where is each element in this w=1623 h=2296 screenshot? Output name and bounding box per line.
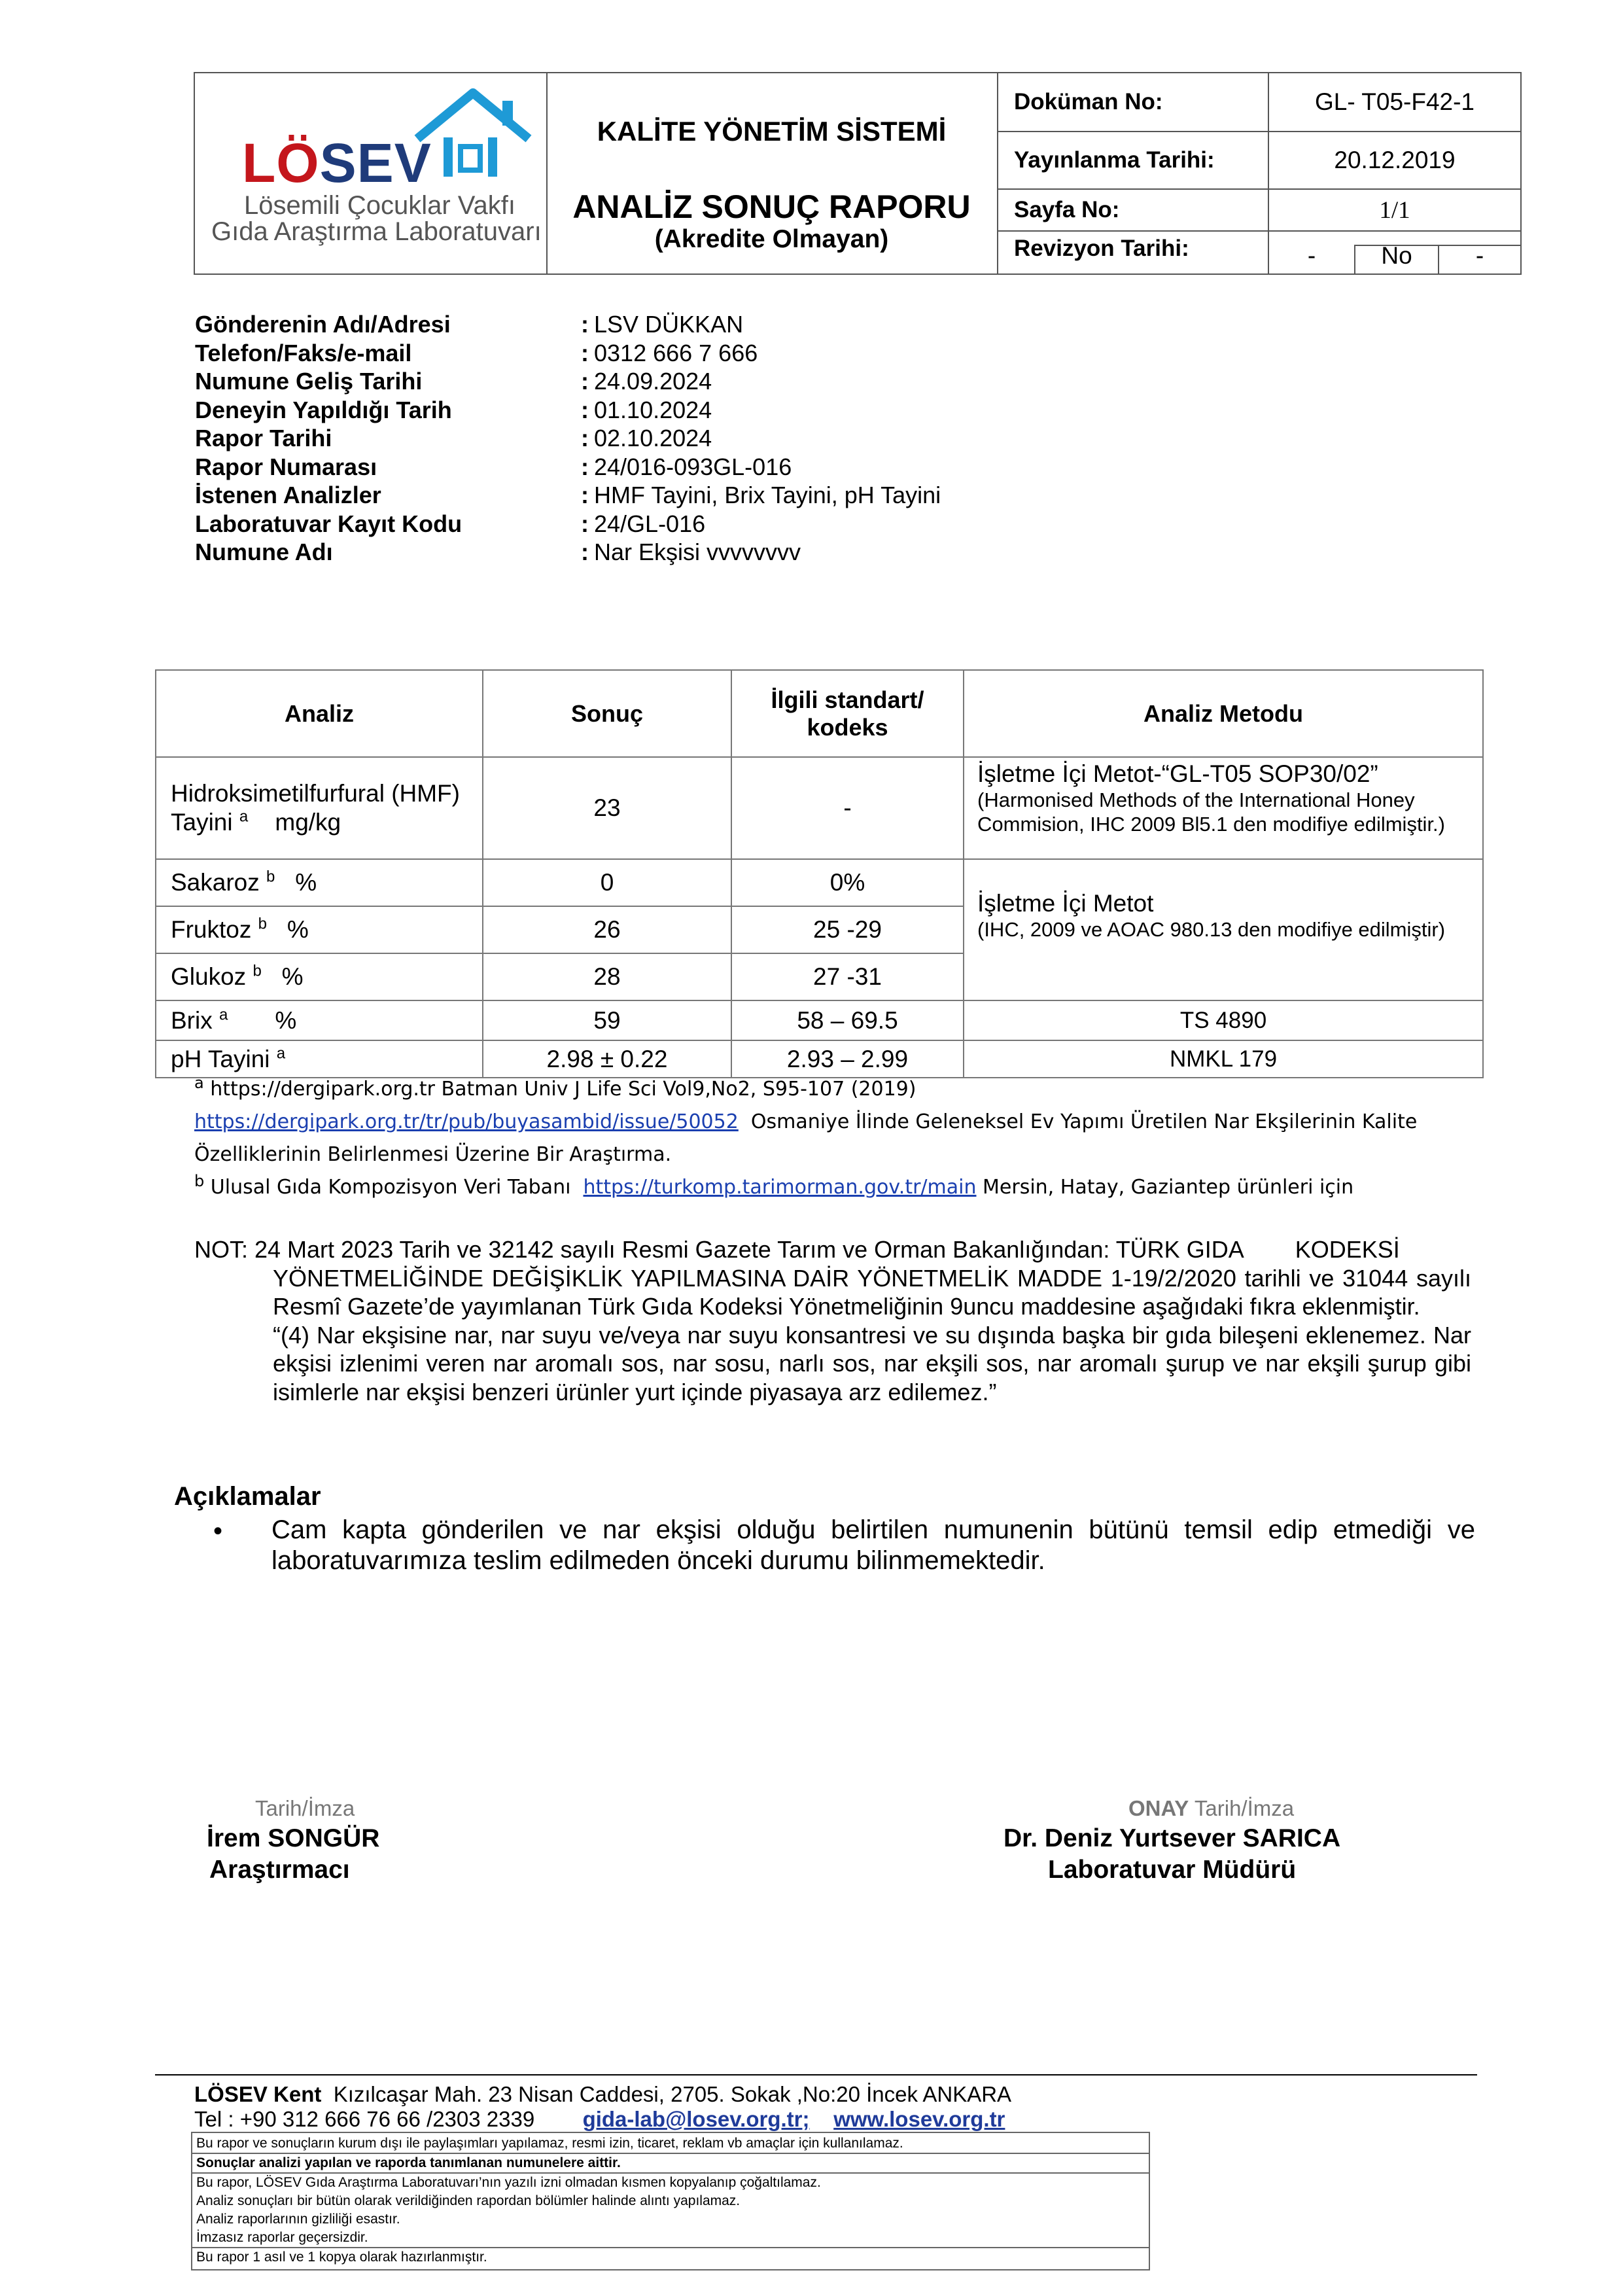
info-key: Rapor Numarası <box>195 453 377 480</box>
disclaimer-line: Bu rapor ve sonuçların kurum dışı ile paylaşımları yapılamaz, resmi izin, ticaret, reklam vb amaçlar için kullanılamaz. <box>196 2136 903 2151</box>
header-titles <box>546 73 998 274</box>
logo-subtitle-foundation: Lösemili Çocuklar Vakfı <box>244 191 515 220</box>
disclaimer-line: İmzasız raporlar geçersizdir. <box>196 2230 368 2245</box>
info-value: Nar Ekşisi vvvvvvvv <box>594 539 801 565</box>
pub-date-value: 20.12.2019 <box>1334 147 1456 173</box>
info-row <box>195 310 941 339</box>
disclaimer-line: Bu rapor, LÖSEV Gıda Araştırma Laboratuvarı’nın yazılı izni olmadan kısmen kopyalanıp çoğaltılamaz. <box>192 2172 1149 2192</box>
info-value: LSV DÜKKAN <box>594 311 744 338</box>
result-brix: 59 <box>483 1000 731 1040</box>
header-analiz: Analiz <box>156 670 483 757</box>
note-paragraph-1: YÖNETMELİĞİNDE DEĞİŞİKLİK YAPILMASINA DAİR YÖNETMELİK MADDE 1-19/2/2020 tarihli ve 31044 sayılı Resmî Gazete’de yayımlanan Türk Gıda Kodeksi Yönetmeliğinin 9uncu maddesine aşağıdaki fıkra eklenmiştir. <box>273 1264 1471 1320</box>
info-key: İstenen Analizler <box>195 482 381 508</box>
info-value: 02.10.2024 <box>594 425 712 451</box>
std-fruktoz: 25 -29 <box>731 906 964 953</box>
analiz-ph: pH Tayini $^a$ <box>156 1040 483 1078</box>
method-hmf: İşletme İçi Metot-“GL-T05 SOP30/02” (Harmonised Methods of the International Honey Commision, IHC 2009 Bl5.1 den modifiye edilmiştir.) <box>964 757 1483 859</box>
revision-label: Revizyon Tarihi: <box>997 232 1269 274</box>
info-value: 24.09.2024 <box>594 368 712 395</box>
table-row <box>156 1040 1483 1078</box>
info-colon: : <box>581 425 589 451</box>
header-sonuc: Sonuç <box>483 670 731 757</box>
right-signature-title: Laboratuvar Müdürü <box>1048 1856 1297 1884</box>
info-value: 01.10.2024 <box>594 396 712 423</box>
info-key: Gönderenin Adı/Adresi <box>195 311 451 338</box>
doc-no-row <box>997 73 1520 132</box>
method-ph: NMKL 179 <box>964 1040 1483 1078</box>
losev-logo <box>195 73 548 274</box>
footnote-a-link-line: https://dergipark.org.tr/tr/pub/buyasambid/issue/50052 Osmaniye İlinde Geleneksel Ev Yapımı Üretilen Nar Ekşilerinin Kalite <box>194 1110 1418 1133</box>
disclaimer-line: Analiz sonuçları bir bütün olarak verildiğinden rapordan bölümler halinde alıntı yapılamaz. <box>196 2193 741 2208</box>
std-ph: 2.93 – 2.99 <box>731 1040 964 1078</box>
footnote-b: $^b$ Ulusal Gıda Kompozisyon Veri Tabanı https://turkomp.tarimorman.gov.tr/main Mersin, Hatay, Gaziantep ürünleri için <box>194 1172 1354 1199</box>
info-colon: : <box>581 311 589 338</box>
page-no-value: 1/1 <box>1379 196 1410 224</box>
sample-info-block <box>195 310 941 567</box>
info-colon: : <box>581 539 589 565</box>
info-key: Laboratuvar Kayıt Kodu <box>195 510 462 537</box>
document-header <box>194 72 1522 275</box>
method-sugars: İşletme İçi Metot (IHC, 2009 ve AOAC 980.13 den modifiye edilmiştir) <box>964 859 1483 1000</box>
info-row <box>195 453 941 482</box>
header-metod: Analiz Metodu <box>964 670 1483 757</box>
email-link[interactable]: gida-lab@losev.org.tr; <box>582 2107 810 2131</box>
info-colon: : <box>581 368 589 395</box>
info-row <box>195 510 941 539</box>
info-value: 24/016-093GL-016 <box>594 453 792 480</box>
doc-no-value: GL- T05-F42-1 <box>1314 88 1475 115</box>
revision-cell-2: No <box>1354 245 1438 274</box>
footer-address: LÖSEV Kent Kızılcaşar Mah. 23 Nisan Caddesi, 2705. Sokak ,No:20 İncek ANKARA Tel : +90 312 666 76 66 /2303 2339 gida-lab@losev.org.tr; www.losev.org.tr <box>194 2082 1012 2131</box>
left-signature-caption: Tarih/İmza <box>255 1796 355 1820</box>
disclaimer-line: Bu rapor 1 asıl ve 1 kopya olarak hazırlanmıştır. <box>192 2247 1149 2267</box>
system-title: KALİTE YÖNETİM SİSTEMİ <box>597 116 947 147</box>
info-value: 0312 666 7 666 <box>594 339 758 366</box>
turkomp-link[interactable]: https://turkomp.tarimorman.gov.tr/main <box>583 1176 977 1199</box>
std-sakaroz: 0% <box>731 859 964 906</box>
report-title: ANALİZ SONUÇ RAPORU <box>572 188 971 225</box>
page-no-label: Sayfa No: <box>997 190 1269 230</box>
info-row <box>195 481 941 510</box>
result-glukoz: 28 <box>483 953 731 1000</box>
footnote-a-cont: Özelliklerinin Belirlenmesi Üzerine Bir Araştırma. <box>194 1143 672 1166</box>
footer-divider <box>155 2074 1477 2075</box>
revision-cell-1: - <box>1307 242 1316 269</box>
results-table <box>155 669 1484 1078</box>
info-key: Numune Adı <box>195 539 333 565</box>
table-row <box>156 859 1483 906</box>
analiz-sakaroz: Sakaroz $^b$ % <box>156 859 483 906</box>
aciklamalar-heading: Açıklamalar <box>174 1482 321 1511</box>
document-control-grid <box>997 73 1520 274</box>
info-key: Numune Geliş Tarihi <box>195 368 423 395</box>
doc-no-label: Doküman No: <box>997 73 1269 131</box>
info-key: Rapor Tarihi <box>195 425 332 451</box>
table-row <box>156 1000 1483 1040</box>
result-sakaroz: 0 <box>483 859 731 906</box>
note-paragraph-2: “(4) Nar ekşisine nar, nar suyu ve/veya nar suyu konsantresi ve su dışında başka bir gıda bileşeni eklenemez. Nar ekşisi izlenimi veren nar aromalı sos, nar sosu, narlı sos, nar ekşili sos, nar aromalı şurup ve nar ekşili şurup gibi isimlerle nar ekşisi benzeri ürünler yurt içinde piyasaya arz edilemez.” <box>273 1321 1471 1405</box>
right-signature-name: Dr. Deniz Yurtsever SARICA <box>1003 1824 1341 1852</box>
footnote-a: $^a$ https://dergipark.org.tr Batman Univ J Life Sci Vol9,No2, S95-107 (2019) <box>194 1074 916 1101</box>
pub-date-row <box>997 132 1520 190</box>
info-value: 24/GL-016 <box>594 510 706 537</box>
info-colon: : <box>581 482 589 508</box>
analiz-hmf: Hidroksimetilfurfural (HMF) Tayini $^a$ mg/kg <box>156 757 483 859</box>
result-ph: 2.98 ± 0.22 <box>483 1040 731 1078</box>
std-brix: 58 – 69.5 <box>731 1000 964 1040</box>
right-signature-caption: ONAY Tarih/İmza <box>1128 1796 1295 1820</box>
note-heading-line: NOT: 24 Mart 2023 Tarih ve 32142 sayılı Resmi Gazete Tarım ve Orman Bakanlığından: TÜRK GIDA KODEKSİ <box>194 1236 1400 1263</box>
disclaimer-line: Analiz raporlarının gizliliği esastır. <box>196 2212 400 2227</box>
std-glukoz: 27 -31 <box>731 953 964 1000</box>
left-signature-name: İrem SONGÜR <box>207 1824 380 1852</box>
result-fruktoz: 26 <box>483 906 731 953</box>
logo-subtitle-lab: Gıda Araştırma Laboratuvarı <box>211 217 542 246</box>
revision-row <box>997 232 1520 274</box>
disclaimer-box <box>191 2132 1150 2270</box>
result-hmf: 23 <box>483 757 731 859</box>
website-link[interactable]: www.losev.org.tr <box>833 2107 1005 2131</box>
table-row <box>156 757 1483 859</box>
left-signature-title: Araştırmacı <box>209 1856 350 1884</box>
aciklamalar-text: Cam kapta gönderilen ve nar ekşisi olduğu belirtilen numunenin bütünü temsil edip etmediği ve laboratuvarımıza teslim edilmeden önceki durumu bilinmemektedir. <box>271 1515 1475 1575</box>
header-standart: İlgili standart/ kodeks <box>731 670 964 757</box>
info-row <box>195 367 941 396</box>
method-brix: TS 4890 <box>964 1000 1483 1040</box>
analiz-glukoz: Glukoz $^b$ % <box>156 953 483 1000</box>
disclaimer-line: Sonuçlar analizi yapılan ve raporda tanımlanan numunelere aittir. <box>192 2153 1149 2172</box>
info-colon: : <box>581 510 589 537</box>
report-subtitle: (Akredite Olmayan) <box>654 225 889 253</box>
info-key: Deneyin Yapıldığı Tarih <box>195 396 452 423</box>
info-row <box>195 339 941 368</box>
info-row <box>195 424 941 453</box>
table-header-row <box>156 670 1483 757</box>
info-colon: : <box>581 339 589 366</box>
info-row <box>195 538 941 567</box>
regulation-note <box>194 1235 1471 1406</box>
pub-date-label: Yayınlanma Tarihi: <box>997 132 1269 188</box>
analiz-fruktoz: Fruktoz $^b$ % <box>156 906 483 953</box>
info-key: Telefon/Faks/e-mail <box>195 339 412 366</box>
analiz-brix: Brix $^a$ % <box>156 1000 483 1040</box>
info-colon: : <box>581 453 589 480</box>
info-value: HMF Tayini, Brix Tayini, pH Tayini <box>594 482 941 508</box>
revision-cell-3: - <box>1438 245 1520 274</box>
info-colon: : <box>581 396 589 423</box>
dergipark-link[interactable]: https://dergipark.org.tr/tr/pub/buyasambid/issue/50052 <box>194 1110 739 1133</box>
bullet-icon: • <box>213 1517 223 1545</box>
page-no-row <box>997 190 1520 232</box>
logo-wordmark: LÖSEV <box>242 132 432 194</box>
info-row <box>195 396 941 425</box>
std-hmf: - <box>731 757 964 859</box>
